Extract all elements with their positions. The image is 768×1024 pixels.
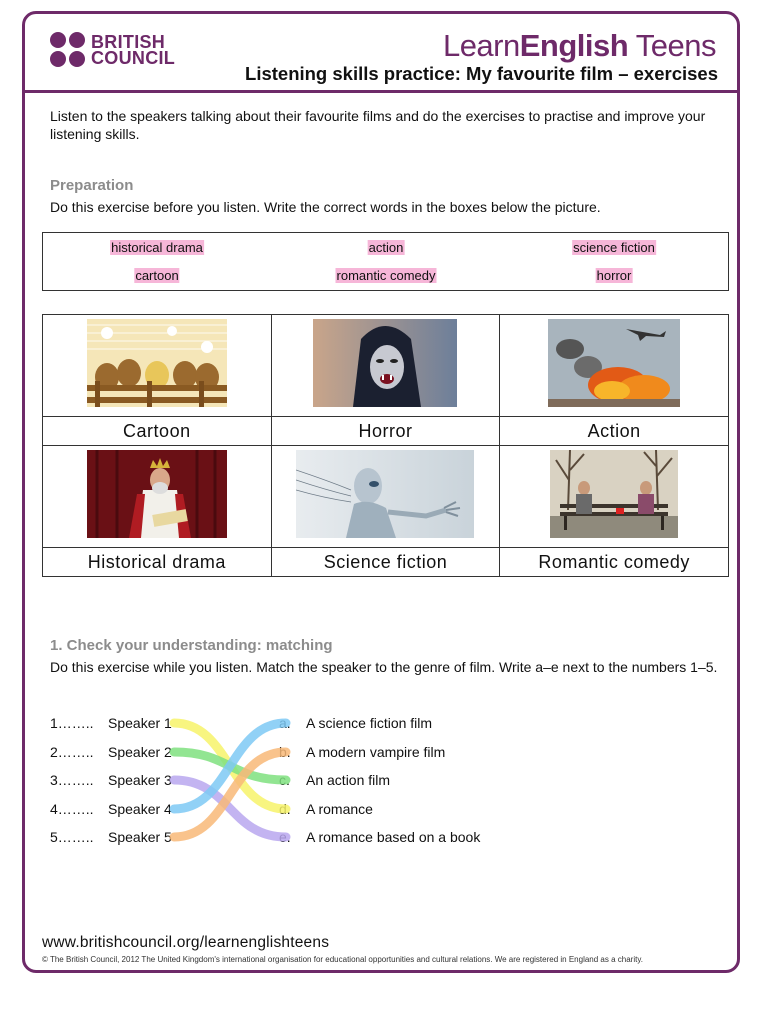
film-option: A science fiction film (306, 715, 433, 731)
matching-heading: 1. Check your understanding: matching (50, 637, 333, 654)
genre-label-historical-drama: Historical drama (43, 548, 272, 577)
preparation-heading: Preparation (50, 177, 134, 194)
answer-blank-5[interactable]: 5…….. (50, 829, 94, 845)
word-science-fiction: science fiction (573, 240, 655, 255)
word-action: action (368, 240, 404, 255)
option-letter: b. (279, 744, 291, 760)
intro-text: Listen to the speakers talking about their favourite films and do the exercises to practise and improve your listening skills. (50, 108, 706, 142)
film-option: A romance based on a book (306, 829, 481, 845)
brand-teens: Teens (635, 28, 716, 63)
logo-line-1: BRITISH (91, 31, 166, 52)
film-option: A romance (306, 801, 373, 817)
brand-english: English (519, 28, 629, 63)
answer-blank-2[interactable]: 2…….. (50, 744, 94, 760)
footer-legal: © The British Council, 2012 The United Kingdom's international organisation for educational opportunities and cultural relations. We are registered in England as a charity. (42, 955, 643, 964)
speaker-label: Speaker 1 (108, 715, 172, 731)
word-horror: horror (596, 268, 632, 283)
option-letter: a. (279, 715, 291, 731)
page-title: Listening skills practice: My favourite film – exercises (245, 63, 718, 84)
film-option: A modern vampire film (306, 744, 446, 760)
word-historical-drama: historical drama (111, 240, 203, 255)
genre-label-horror: Horror (271, 417, 500, 446)
word-romantic-comedy: romantic comedy (336, 268, 436, 283)
speaker-label: Speaker 5 (108, 829, 172, 845)
speaker-label: Speaker 2 (108, 744, 172, 760)
genre-label-action: Action (500, 417, 729, 446)
genre-label-cartoon: Cartoon (43, 417, 272, 446)
footer-url[interactable]: www.britishcouncil.org/learnenglishteens (42, 934, 330, 951)
speaker-label: Speaker 4 (108, 801, 172, 817)
preparation-instruction: Do this exercise before you listen. Write the correct words in the boxes below the picture. (50, 199, 601, 215)
option-letter: d. (279, 801, 291, 817)
matching-instruction: Do this exercise while you listen. Match the speaker to the genre of film. Write a–e next to the numbers 1–5. (50, 659, 718, 675)
film-option: An action film (306, 772, 391, 788)
answer-blank-3[interactable]: 3…….. (50, 772, 94, 788)
answer-blank-4[interactable]: 4…….. (50, 801, 94, 817)
option-letter: e. (279, 829, 291, 845)
genre-label-romantic-comedy: Romantic comedy (500, 548, 729, 577)
answer-blank-1[interactable]: 1…….. (50, 715, 94, 731)
logo-line-2: COUNCIL (91, 47, 176, 68)
option-letter: c. (279, 772, 290, 788)
genre-label-science-fiction: Science fiction (271, 548, 500, 577)
word-cartoon: cartoon (135, 268, 179, 283)
speaker-label: Speaker 3 (108, 772, 172, 788)
brand-learn: Learn (442, 28, 520, 63)
